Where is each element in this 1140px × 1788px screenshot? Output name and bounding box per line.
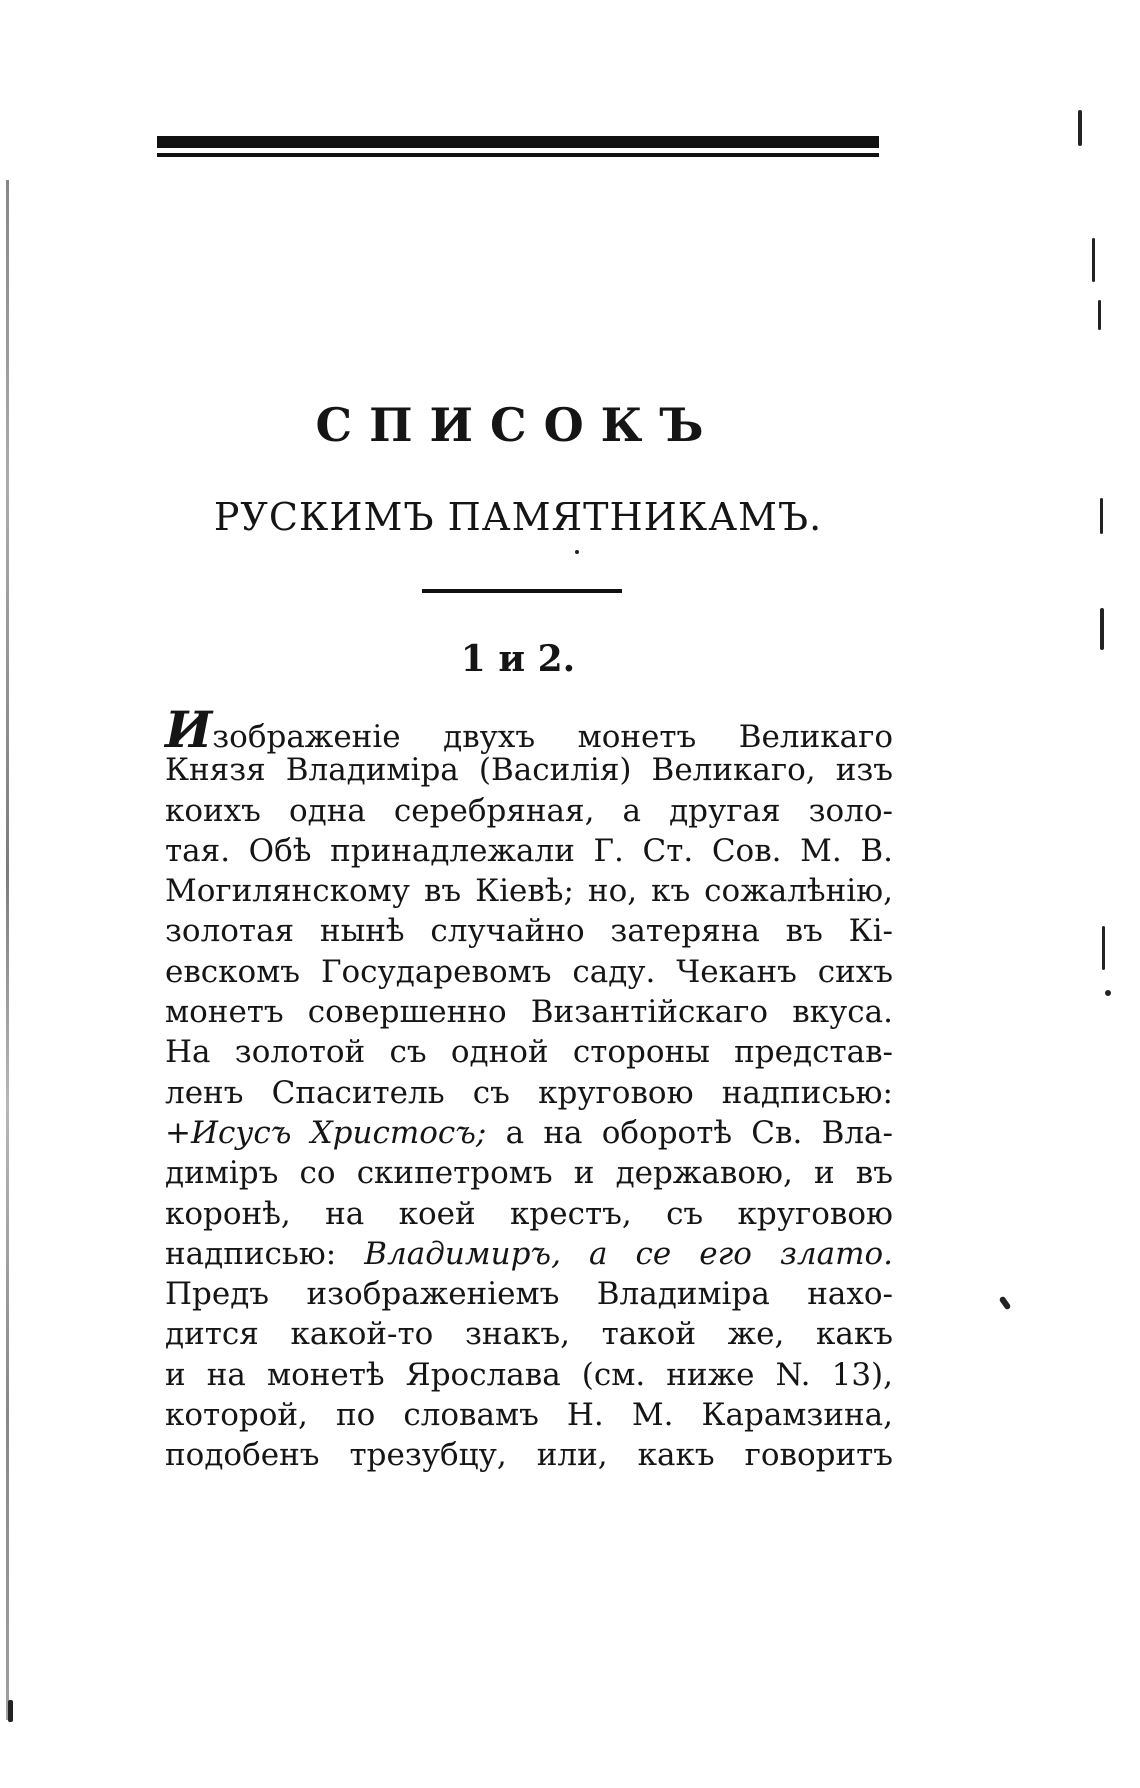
top-rule-thin: [157, 153, 879, 157]
scan-speck: [8, 1700, 13, 1722]
text-line: коронѣ, на коей крестъ, съ круговою: [165, 1195, 893, 1232]
drop-cap: И: [165, 700, 213, 759]
scan-speck: [999, 1296, 1012, 1311]
scan-speck: [1098, 300, 1101, 330]
text-line: диміръ со скипетромъ и державою, и въ: [165, 1155, 893, 1192]
scan-speck: [1102, 926, 1105, 970]
section-divider: [422, 589, 622, 593]
text-line: подобенъ трезубцу, или, какъ говоритъ: [165, 1437, 893, 1474]
scan-speck: [1092, 238, 1095, 282]
text-line: дится какой-то знакъ, такой же, какъ: [165, 1316, 893, 1353]
section-number: 1 и 2.: [460, 638, 576, 680]
page-title: СПИСОКЪ: [315, 398, 721, 452]
scan-edge-shadow: [6, 180, 9, 1720]
text-line: ленъ Спаситель съ круговою надписью:: [165, 1074, 893, 1111]
text-line: [165, 1113, 893, 1153]
line-text: а на оборотѣ Св. Вла-: [486, 1114, 893, 1151]
line-text: надписью:: [165, 1235, 365, 1272]
text-line: коихъ одна серебряная, а другая золо-: [165, 792, 893, 829]
text-line: которой, по словамъ Н. М. Карамзина,: [165, 1397, 893, 1434]
text-line: Князя Владиміра (Василія) Великаго, изъ: [165, 752, 893, 789]
scan-speck: [1105, 990, 1111, 996]
text-line: евскомъ Государевомъ саду. Чеканъ сихъ: [165, 953, 893, 990]
text-line: золотая нынѣ случайно затеряна въ Кі-: [165, 913, 893, 950]
italic-phrase: +Исусъ Христосъ;: [165, 1114, 487, 1151]
top-double-rule: [157, 136, 879, 158]
body-paragraph: [165, 700, 893, 1476]
line-text: зображеніе двухъ монетъ Великаго: [212, 719, 893, 755]
scan-speck: [1100, 608, 1104, 650]
text-line: Предъ изображеніемъ Владиміра нахо-: [165, 1276, 893, 1313]
text-line: тая. Обѣ принадлежали Г. Ст. Сов. М. В.: [165, 832, 893, 869]
text-line: и на монетѣ Ярослава (см. ниже N. 13),: [165, 1356, 893, 1393]
scan-speck: [1078, 110, 1082, 146]
top-rule-thick: [157, 136, 879, 148]
text-line: монетъ совершенно Византійскаго вкуса.: [165, 994, 893, 1031]
page-subtitle: РУСКИМЪ ПАМЯТНИКАМЪ.: [213, 495, 823, 539]
text-line: [165, 700, 893, 759]
scan-speck: [1100, 498, 1103, 534]
scan-speck: [575, 550, 579, 554]
italic-phrase: Владимиръ, а се его злато.: [364, 1235, 893, 1272]
text-line: На золотой съ одной стороны представ-: [165, 1034, 893, 1071]
text-line: Могилянскому въ Кіевѣ; но, къ сожалѣнію,: [165, 873, 893, 910]
text-line: [165, 1234, 893, 1274]
